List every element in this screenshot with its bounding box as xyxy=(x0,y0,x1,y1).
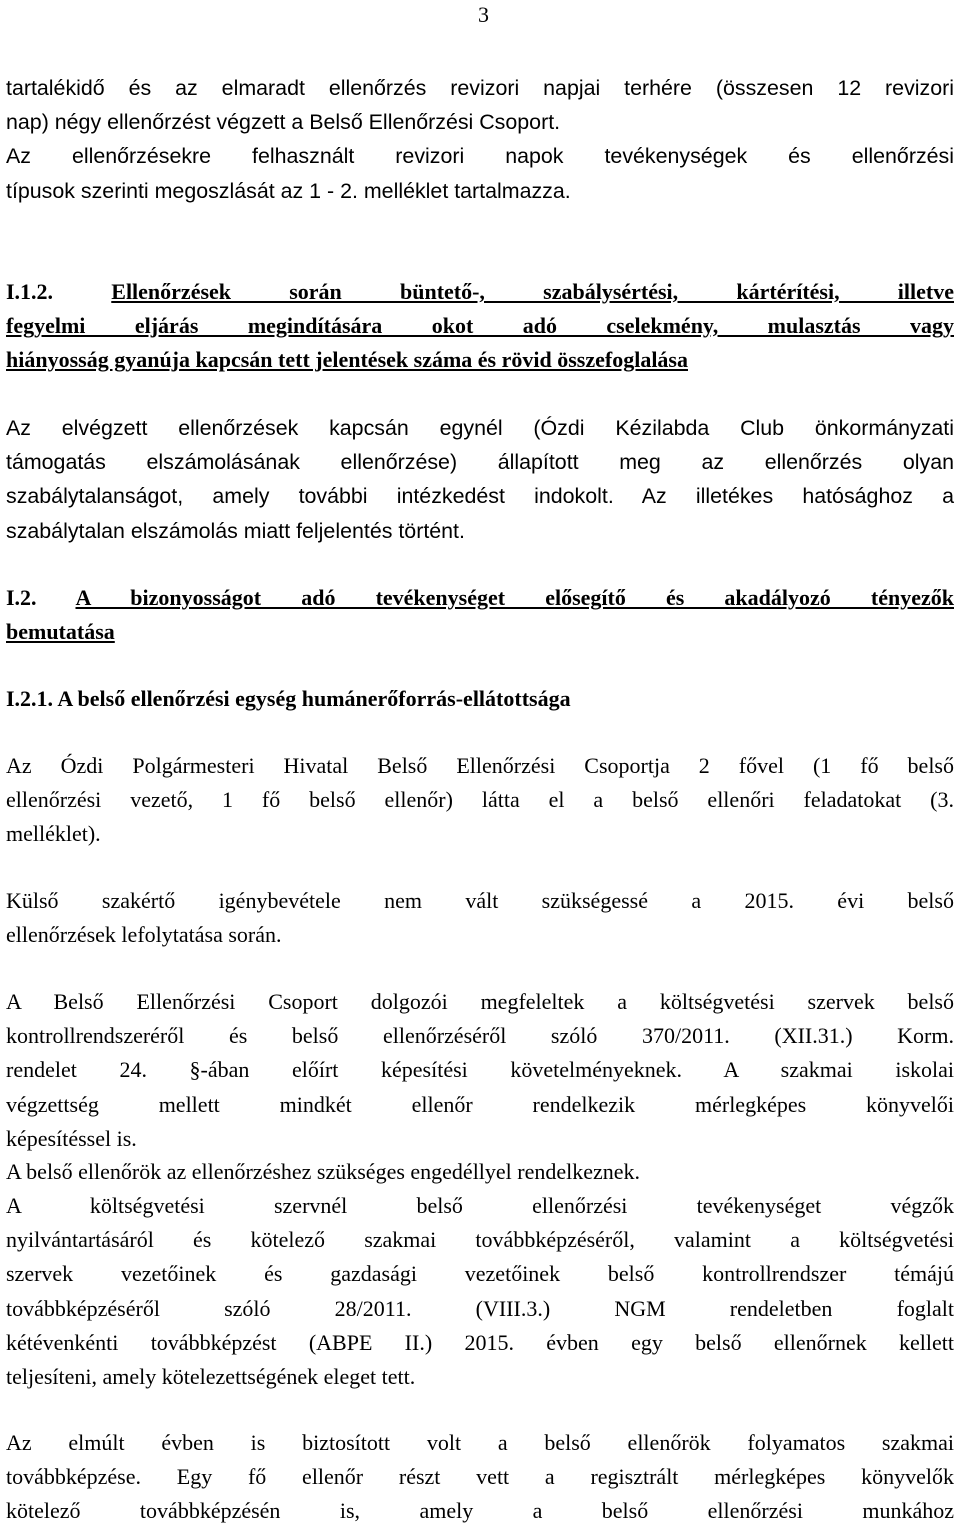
intro-line: tartalékidő és az elmaradt ellenőrzés revizori napjai terhére (összesen 12 revizori xyxy=(6,76,954,100)
paragraph-line: végzettség mellett mindkét ellenőr rendelkezik mérlegképes könyvelői xyxy=(6,1091,954,1117)
paragraph-nyilvantartas xyxy=(6,1189,954,1394)
paragraph-line: támogatás elszámolásának ellenőrzése) állapított meg az ellenőrzés olyan xyxy=(6,450,954,475)
paragraph-line: továbbképzéséről szóló 28/2011. (VIII.3.) NGM rendeletben foglalt xyxy=(6,1295,954,1321)
heading-line: bemutatása xyxy=(6,619,115,645)
paragraph-line: Az elmúlt évben is biztosított volt a belső ellenőrök folyamatos szakmai xyxy=(6,1430,954,1455)
paragraph-line: A belső ellenőrök az ellenőrzéshez szükséges engedéllyel rendelkeznek. xyxy=(6,1159,641,1184)
section-heading-i12 xyxy=(6,275,954,378)
heading-line xyxy=(6,275,954,309)
paragraph-kulso xyxy=(6,884,954,952)
paragraph-engedely xyxy=(6,1155,954,1189)
heading-number: I.1.2. xyxy=(6,279,54,304)
heading-text: Ellenőrzések során büntető-, szabálysértési, kártérítési, illetve xyxy=(111,279,954,304)
paragraph-line: melléklet). xyxy=(6,821,101,847)
paragraph-line: Az elvégzett ellenőrzések kapcsán egynél (Ózdi Kézilabda Club önkormányzati xyxy=(6,416,954,440)
paragraph-line: nyilvántartásáról és kötelező szakmai továbbképzéséről, valamint a költségvetési xyxy=(6,1227,954,1253)
paragraph-line: Külső szakértő igénybevétele nem vált szükségessé a 2015. évi belső xyxy=(6,888,954,913)
heading-line: fegyelmi eljárás megindítására okot adó cselekmény, mulasztás vagy xyxy=(6,313,954,339)
paragraph-dolgozok xyxy=(6,985,954,1156)
intro-line: Az ellenőrzésekre felhasznált revizori napok tevékenységek és ellenőrzési xyxy=(6,144,954,169)
paragraph-line: ellenőrzési vezető, 1 fő belső ellenőr) látta el a belső ellenőri feladatokat (3. xyxy=(6,787,954,813)
page-number: 3 xyxy=(478,2,489,27)
paragraph-line: teljesíteni, amely kötelezettségének eleget tett. xyxy=(6,1364,416,1390)
paragraph-line: továbbképzése. Egy fő ellenőr részt vett a regisztrált mérlegképes könyvelők xyxy=(6,1464,954,1490)
section-heading-i21 xyxy=(6,682,954,716)
heading-line xyxy=(6,581,954,615)
paragraph-hivatal xyxy=(6,749,954,852)
paragraph-line: A költségvetési szervnél belső ellenőrzési tevékenységet végzők xyxy=(6,1193,954,1218)
section-heading-i2 xyxy=(6,581,954,649)
intro-line: nap) négy ellenőrzést végzett a Belső Ellenőrzési Csoport. xyxy=(6,110,561,135)
paragraph-line: kontrollrendszeréről és belső ellenőrzéséről szóló 370/2011. (XII.31.) Korm. xyxy=(6,1023,954,1049)
heading-line: I.2.1. A belső ellenőrzési egység humánerőforrás-ellátottsága xyxy=(6,686,571,711)
paragraph-line: szervek vezetőinek és gazdasági vezetőinek belső kontrollrendszer témájú xyxy=(6,1261,954,1287)
intro-paragraph xyxy=(6,71,954,208)
heading-line: hiányosság gyanúja kapcsán tett jelentések száma és rövid összefoglalása xyxy=(6,347,688,373)
paragraph-tovabbkepzes xyxy=(6,1426,954,1529)
paragraph-line: ellenőrzések lefolytatása során. xyxy=(6,922,282,948)
heading-number: I.2. xyxy=(6,585,37,610)
paragraph-line: Az Ózdi Polgármesteri Hivatal Belső Ellenőrzési Csoportja 2 fővel (1 fő belső xyxy=(6,753,954,778)
paragraph-line: szabálytalan elszámolás miatt feljelentés történt. xyxy=(6,518,465,543)
paragraph-line: kötelező továbbképzésén is, amely a belső ellenőrzési munkához xyxy=(6,1498,954,1524)
heading-text: A bizonyosságot adó tevékenységet elősegítő és akadályozó tényezők xyxy=(75,585,954,610)
paragraph-line: szabálytalanságot, amely további intézkedést indokolt. Az illetékes hatósághoz a xyxy=(6,484,954,509)
paragraph-line: kétévenkénti továbbképzést (ABPE II.) 2015. évben egy belső ellenőrnek kellett xyxy=(6,1329,954,1355)
paragraph-ozdi xyxy=(6,411,954,548)
paragraph-line: rendelet 24. §-ában előírt képesítési követelményeknek. A szakmai iskolai xyxy=(6,1057,954,1083)
paragraph-line: A Belső Ellenőrzési Csoport dolgozói megfeleltek a költségvetési szervek belső xyxy=(6,989,954,1014)
paragraph-line: képesítéssel is. xyxy=(6,1125,137,1151)
intro-line: típusok szerinti megoszlását az 1 - 2. melléklet tartalmazza. xyxy=(6,178,571,203)
